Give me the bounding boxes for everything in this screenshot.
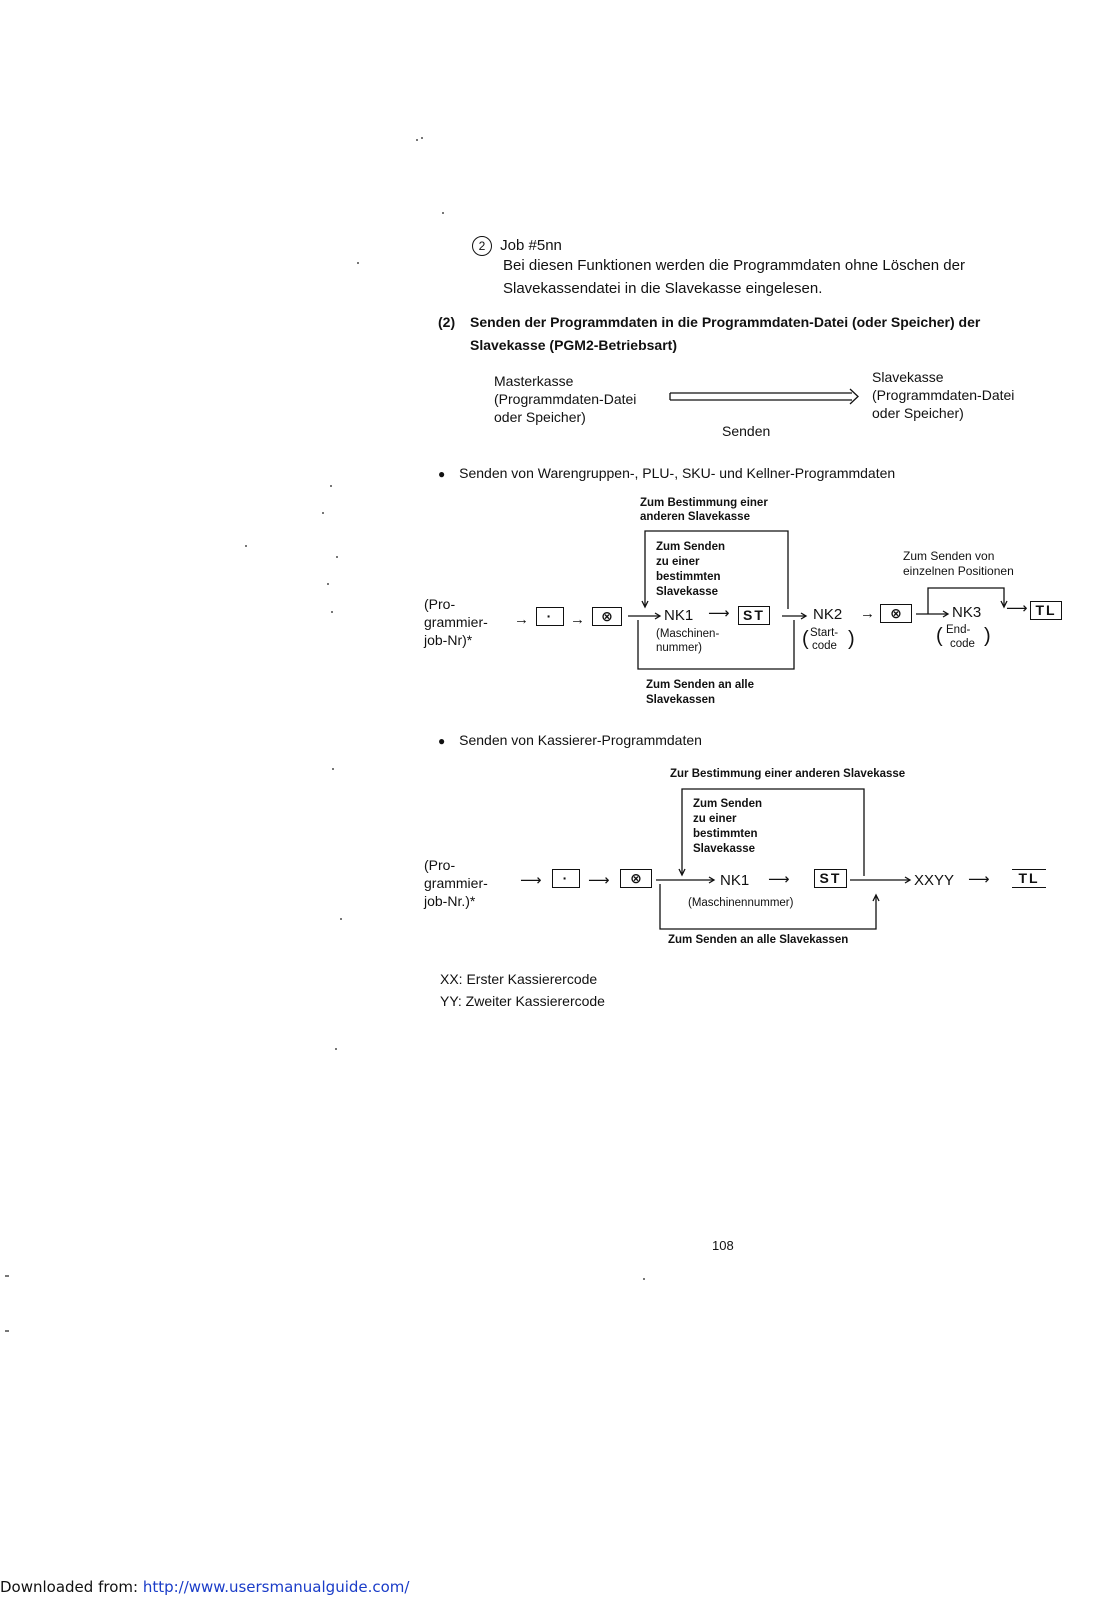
b2-nk1: NK1 <box>720 872 750 889</box>
b1-nk2: NK2 <box>813 606 843 623</box>
b1-nk3-sub-line1: End- <box>946 624 971 636</box>
b1-nk2-paren-close: ) <box>848 628 855 650</box>
section-title-line2: Slavekasse (PGM2-Betriebsart) <box>470 337 677 353</box>
b1-key-dot: · <box>536 607 564 626</box>
slave-line3: oder Speicher) <box>872 405 964 421</box>
b1-key-x: ⊗ <box>592 607 622 626</box>
b1-nk2-paren-open: ( <box>802 628 809 650</box>
slave-line1: Slavekasse <box>872 369 944 385</box>
b1-right-label-line1: Zum Senden von <box>903 549 995 563</box>
circled-number: 2 <box>472 236 492 256</box>
transfer-arrowhead <box>850 389 858 404</box>
b2-bottom-label: Zum Senden an alle Slavekassen <box>668 934 849 946</box>
scan-speck <box>331 611 333 613</box>
transfer-arrow-label: Senden <box>722 423 771 439</box>
b2-nk1-sub: (Maschinennummer) <box>688 897 794 909</box>
b2-prog-line2: grammier- <box>424 875 488 891</box>
b2-box-label-line2: zu einer <box>693 813 737 825</box>
master-line2: (Programmdaten-Datei <box>494 391 637 407</box>
b2-arrow-2: ⟶ <box>588 872 610 889</box>
b2-box-label-line3: bestimmten <box>693 828 758 840</box>
job-description-line1: Bei diesen Funktionen werden die Programmdaten ohne Löschen der <box>503 257 965 274</box>
b2-bottom-loop <box>660 884 876 929</box>
b1-right-label-line2: einzelnen Positionen <box>903 564 1014 578</box>
b1-nk2-sub-line1: Start- <box>810 627 839 639</box>
b1-nk3-sub-line2: code <box>950 638 975 650</box>
b2-arrow-6: ⟶ <box>968 871 990 888</box>
legend-yy: YY: Zweiter Kassierercode <box>440 993 605 1009</box>
scan-speck <box>330 485 332 487</box>
legend-xx: XX: Erster Kassierercode <box>440 971 598 987</box>
job-title: Job #5nn <box>500 237 562 254</box>
scan-speck <box>340 918 342 920</box>
b2-key-tl: TL <box>1012 869 1046 888</box>
footer-prefix: Downloaded from: <box>0 1578 143 1596</box>
b1-box-label-line2: zu einer <box>656 556 700 568</box>
scan-speck <box>357 262 359 264</box>
b1-nk3: NK3 <box>952 604 982 621</box>
b1-prog-line3: job-Nr)* <box>424 632 473 648</box>
scan-speck <box>442 212 444 214</box>
b1-key-x2: ⊗ <box>880 604 912 623</box>
b1-key-tl: TL <box>1030 601 1062 620</box>
b1-key-st: ST <box>738 606 770 625</box>
bullet-2-text: Senden von Kassierer-Programmdaten <box>459 732 702 748</box>
b1-bottom-label-line2: Slavekassen <box>646 694 716 706</box>
job-description-line2: Slavekassendatei in die Slavekasse eingelesen. <box>503 280 823 297</box>
scan-speck <box>336 556 338 558</box>
b1-arrow-6: ⟶ <box>1006 600 1028 617</box>
section-number: (2) <box>438 314 456 330</box>
b2-key-st: ST <box>814 869 847 888</box>
master-line3: oder Speicher) <box>494 409 586 425</box>
b2-prog-line3: job-Nr.)* <box>424 893 476 909</box>
b1-nk3-paren-close: ) <box>984 625 991 647</box>
b1-box-label-line4: Slavekasse <box>656 586 719 598</box>
slave-line2: (Programmdaten-Datei <box>872 387 1015 403</box>
b1-nk1-sub-line1: (Maschinen- <box>656 628 720 640</box>
bullet-1-text: Senden von Warengruppen-, PLU-, SKU- und Kellner-Programmdaten <box>459 465 896 481</box>
page-number: 108 <box>712 1238 734 1253</box>
b1-arrow-3: ⟶ <box>708 605 730 622</box>
scan-speck <box>332 768 334 770</box>
b1-top-label-line1: Zum Bestimmung einer <box>640 497 768 509</box>
b1-prog-line2: grammier- <box>424 614 488 630</box>
b2-top-label: Zur Bestimmung einer anderen Slavekasse <box>670 768 906 780</box>
b1-right-loop <box>928 588 1004 614</box>
bullet-dot: ● <box>438 467 446 481</box>
b2-box-label-line1: Zum Senden <box>693 798 763 810</box>
b1-nk1-sub-line2: nummer) <box>656 642 703 654</box>
b2-prog-line1: (Pro- <box>424 857 456 873</box>
footer-link[interactable]: http://www.usersmanualguide.com/ <box>142 1578 410 1596</box>
b1-bottom-loop <box>638 620 794 669</box>
master-line1: Masterkasse <box>494 373 574 389</box>
b2-arrow-1: ⟶ <box>520 872 542 889</box>
b1-box-label-line3: bestimmten <box>656 571 721 583</box>
b2-arrow-4: ⟶ <box>768 871 790 888</box>
bullet-dot: ● <box>438 734 446 748</box>
b2-key-x: ⊗ <box>620 869 652 888</box>
b1-nk1: NK1 <box>664 607 694 624</box>
scan-speck <box>327 583 329 585</box>
b1-arrow-2: → <box>570 611 585 628</box>
section-title-line1: Senden der Programmdaten in die Programmdaten-Datei (oder Speicher) der <box>470 314 981 330</box>
b1-arrow-1: → <box>514 611 529 628</box>
scan-speck <box>421 137 423 139</box>
scan-speck <box>5 1330 9 1332</box>
b1-arrow-4: → <box>860 605 875 622</box>
b1-prog-line1: (Pro- <box>424 596 456 612</box>
b1-top-label-line2: anderen Slavekasse <box>640 511 750 523</box>
scan-speck <box>5 1275 9 1277</box>
scan-speck <box>416 139 418 141</box>
scan-speck <box>245 545 247 547</box>
scan-speck <box>322 512 324 514</box>
b2-box-label-line4: Slavekasse <box>693 843 756 855</box>
b2-xxyy: XXYY <box>914 872 955 889</box>
b1-bottom-label-line1: Zum Senden an alle <box>646 679 754 691</box>
b2-outer-loop <box>682 789 864 876</box>
b2-key-dot: · <box>552 869 580 888</box>
scan-speck <box>335 1048 337 1050</box>
scan-speck <box>643 1278 645 1280</box>
b1-nk2-sub-line2: code <box>812 640 837 652</box>
b1-outer-loop <box>645 531 788 609</box>
b1-box-label-line1: Zum Senden <box>656 541 726 553</box>
b1-nk3-paren-open: ( <box>936 625 943 647</box>
